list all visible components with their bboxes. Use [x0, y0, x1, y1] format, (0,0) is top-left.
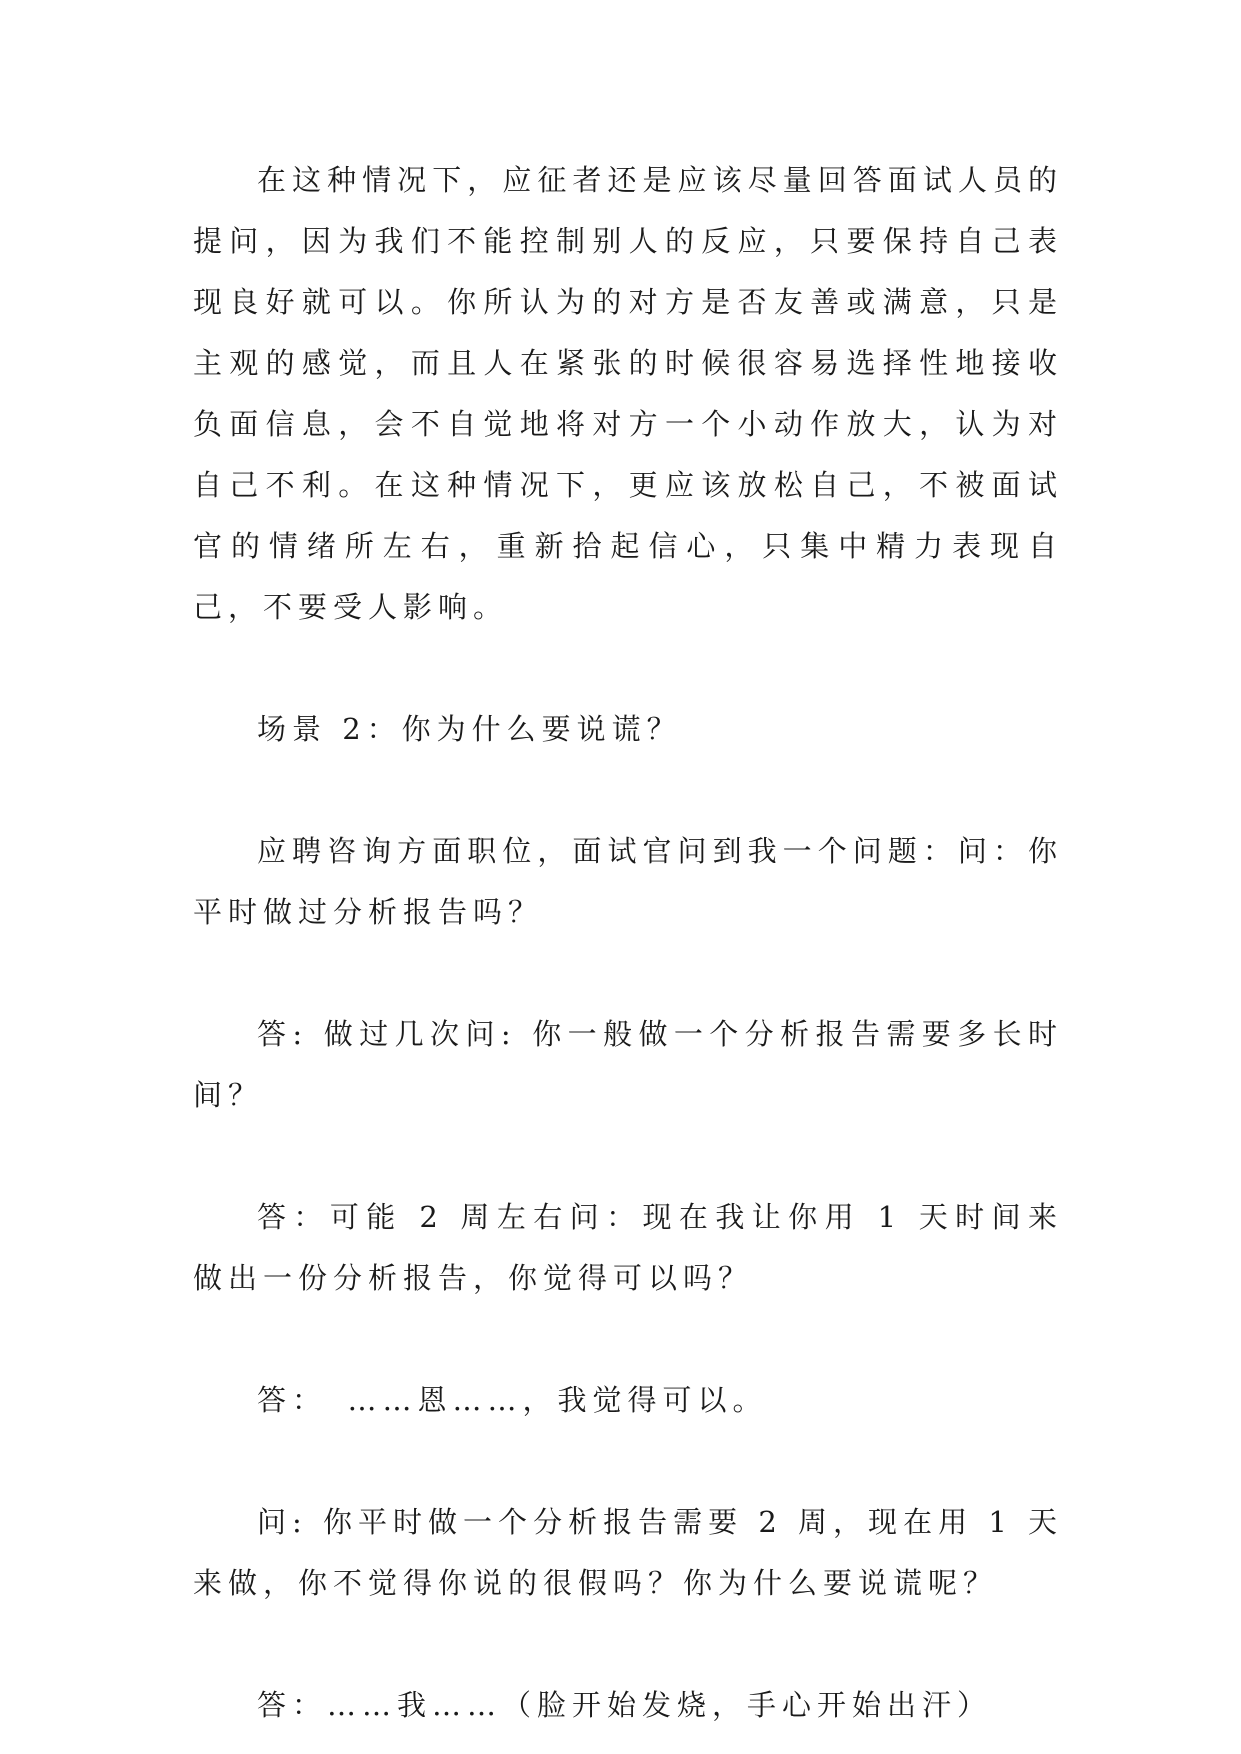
paragraph-advice: 在这种情况下，应征者还是应该尽量回答面试人员的提问，因为我们不能控制别人的反应，只要保持自己表现良好就可以。你所认为的对方是否友善或满意，只是主观的感觉，而且人在紧张的时候很容易选择性地接收负面信息，会不自觉地将对方一个小动作放大，认为对自己不利。在这种情况下，更应该放松自己，不被面试官的情绪所左右，重新拾起信心，只集中精力表现自己，不要受人影响。: [193, 163, 1063, 624]
paragraph-question-final: 问: 你平时做一个分析报告需要 2 周，现在用 1 天来做，你不觉得你说的很假吗？你为什么要说谎呢？: [193, 1505, 1063, 1600]
document-body: [193, 150, 1063, 1736]
paragraph-scene-heading: 场景 2：你为什么要说谎？: [257, 712, 682, 746]
paragraph-answer-final: 答：……我……（脸开始发烧，手心开始出汗）: [257, 1688, 993, 1722]
paragraph-answer-3: 答： ……恩……，我觉得可以。: [257, 1383, 768, 1417]
paragraph-answer-2: 答：可能 2 周左右问：现在我让你用 1 天时间来做出一份分析报告，你觉得可以吗？: [193, 1200, 1063, 1295]
paragraph-question-intro: 应聘咨询方面职位，面试官问到我一个问题：问：你平时做过分析报告吗？: [193, 834, 1063, 929]
paragraph-answer-1: 答: 做过几次问: 你一般做一个分析报告需要多长时间？: [193, 1017, 1063, 1112]
